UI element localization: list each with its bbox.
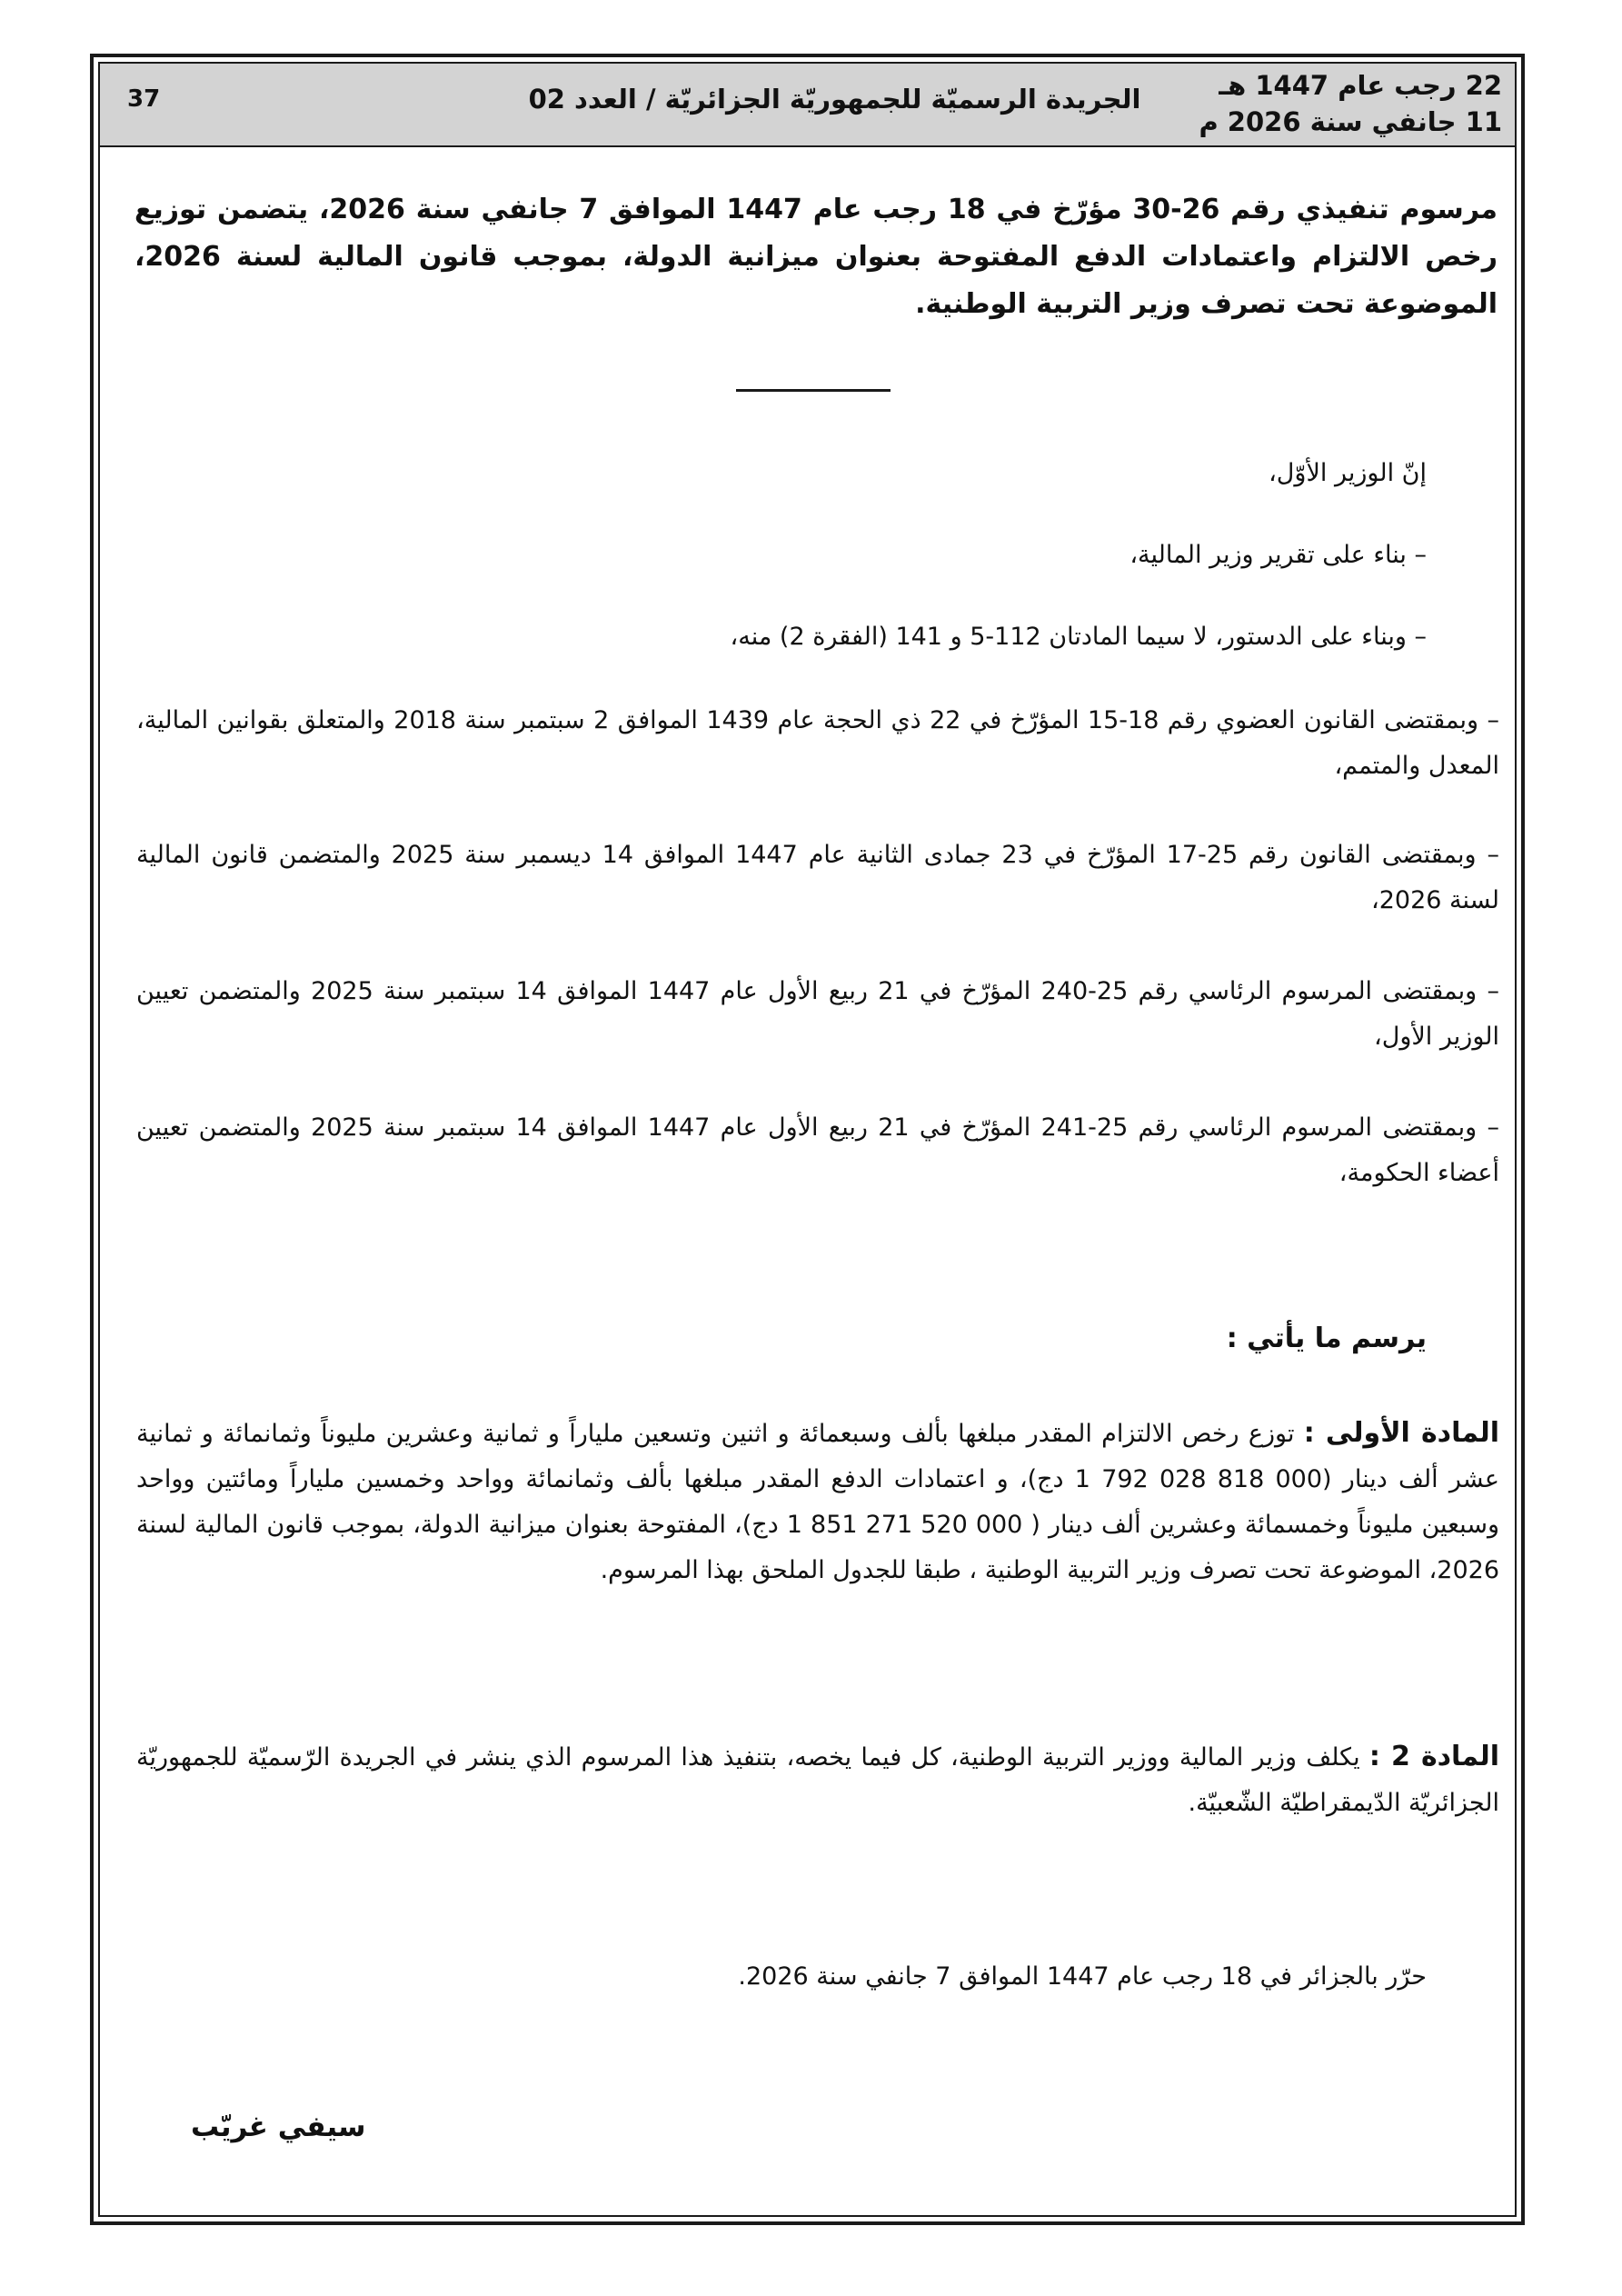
preamble-item: – وبمقتضى المرسوم الرئاسي رقم 25-240 المؤرّخ في 21 ربيع الأول عام 1447 الموافق 14 سبتمبر سنة 2025 والمتضمن تعيين الوزير الأول،	[136, 977, 1500, 1051]
preamble-item: – وبمقتضى القانون رقم 25-17 المؤرّخ في 23 جمادى الثانية عام 1447 الموافق 14 ديسمبر سنة 2025 والمتضمن قانون المالية لسنة 2026،	[136, 841, 1499, 914]
article-1-text: توزع رخص الالتزام المقدر مبلغها بألف وسبعمائة و اثنين وتسعين ملياراً و ثمانية وعشرين مليوناً وثمانمائة و ثمانية عشر ألف دينار (000 818 028 792 1 دج)، و اعتمادات الدفع المقدر مبلغها بألف وثمانمائة وواحد وخمسين ملياراً ومائتين وواحد وسبعين مليوناً وخمسمائة وعشرين ألف دينار ( 000 520 271 851 1 دج)، المفتوحة بعنوان ميزانية الدولة، بموجب قانون المالية لسنة 2026، الموضوعة تحت تصرف وزير التربية الوطنية ، طبقا للجدول الملحق بهذا المرسوم.	[136, 1420, 1499, 1584]
article-1	[136, 1411, 1499, 1593]
decree-title: مرسوم تنفيذي رقم 26-30 مؤرّخ في 18 رجب عام 1447 الموافق 7 جانفي سنة 2026، يتضمن توزيع رخص الالتزام واعتمادات الدفع المفتوحة بعنوان ميزانية الدولة، بموجب قانون المالية لسنة 2026، الموضوعة تحت تصرف وزير التربية الوطنية.	[134, 194, 1498, 320]
header-date-gregorian: 11 جانفي سنة 2026 م	[1199, 106, 1502, 137]
preamble-opening: إنّ الوزير الأوّل،	[1269, 459, 1427, 487]
preamble-item: – بناء على تقرير وزير المالية،	[1129, 541, 1427, 569]
journal-title: الجريدة الرسميّة للجمهوريّة الجزائريّة / العدد 02	[528, 84, 1141, 115]
preamble-item: – وبناء على الدستور، لا سيما المادتان 112-5 و 141 (الفقرة 2) منه،	[730, 623, 1427, 651]
article-2-text: يكلف وزير المالية ووزير التربية الوطنية، كل فيما يخصه، بتنفيذ هذا المرسوم الذي ينشر في الجريدة الرّسميّة للجمهوريّة الجزائريّة الدّيمقراطيّة الشّعبيّة.	[136, 1743, 1499, 1817]
article-2	[136, 1734, 1499, 1826]
page-number: 37	[127, 85, 161, 113]
preamble-item: – وبمقتضى القانون العضوي رقم 18-15 المؤرّخ في 22 ذي الحجة عام 1439 الموافق 2 سبتمبر سنة 2018 والمتعلق بقوانين المالية، المعدل والمتمم،	[136, 706, 1499, 780]
header-date-hijri: 22 رجب عام 1447 هـ	[1219, 70, 1502, 101]
separator-line	[736, 389, 891, 392]
article-1-label: المادة الأولى :	[1303, 1417, 1499, 1449]
article-2-label: المادة 2 :	[1368, 1741, 1499, 1772]
closing-line: حرّر بالجزائر في 18 رجب عام 1447 الموافق 7 جانفي سنة 2026.	[738, 1962, 1427, 1991]
preamble-item: – وبمقتضى المرسوم الرئاسي رقم 25-241 المؤرّخ في 21 ربيع الأول عام 1447 الموافق 14 سبتمبر سنة 2025 والمتضمن تعيين أعضاء الحكومة،	[136, 1113, 1500, 1187]
page-header	[100, 64, 1515, 147]
signature: سيفي غريّب	[191, 2111, 366, 2143]
decrees-heading: يرسم ما يأتي :	[1226, 1323, 1427, 1354]
